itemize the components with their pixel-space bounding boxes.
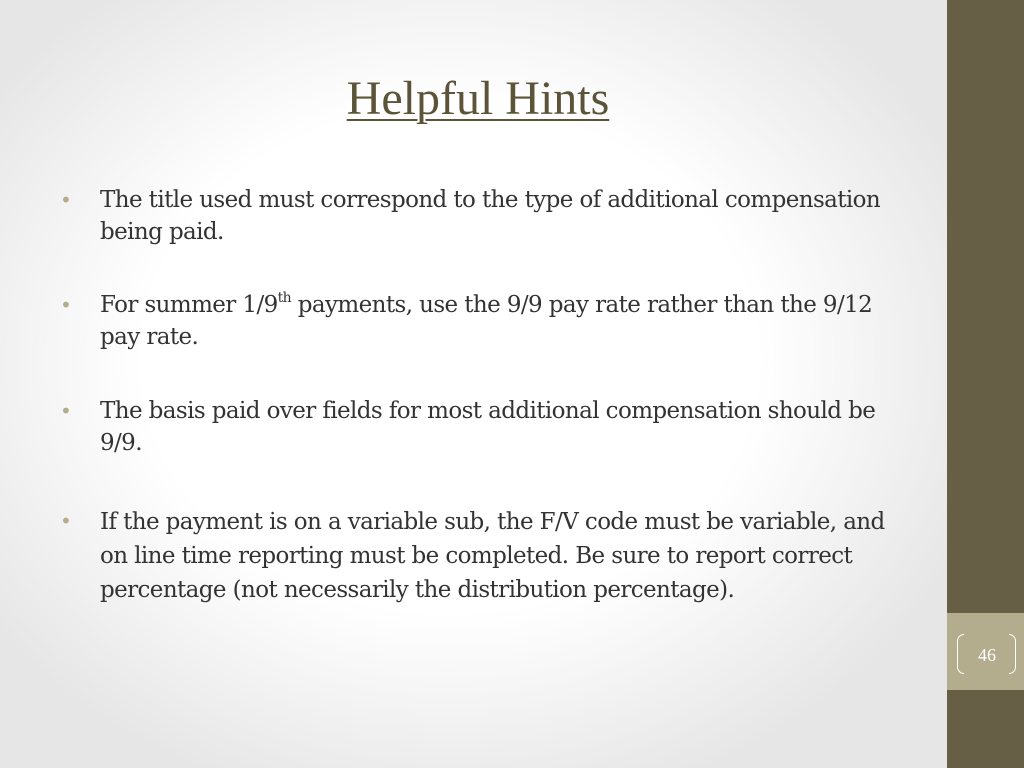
bullet-text: If the payment is on a variable sub, the F/V code must be variable, and on line time reporting must be completed. Be sure to report correct percentage (not necessarily the distribution percentage).	[100, 509, 885, 603]
bullet-text	[100, 289, 900, 353]
bullet-superscript: th	[277, 290, 292, 307]
bullet-icon: •	[60, 399, 72, 423]
left-bracket-icon	[957, 634, 964, 674]
page-number: 46	[978, 645, 996, 665]
bullet-text-part: payments, use the 9/9 pay rate rather than the 9/12 pay rate.	[100, 292, 873, 350]
slide-title: Helpful Hints	[346, 72, 610, 125]
bullet-text-part: For summer 1/9	[100, 292, 278, 318]
bullet-icon: •	[60, 293, 72, 317]
bullet-text: The basis paid over fields for most additional compensation should be 9/9.	[100, 398, 876, 456]
bullet-text: The title used must correspond to the type of additional compensation being paid.	[100, 187, 881, 245]
bullet-icon: •	[60, 509, 72, 533]
right-bracket-icon	[1009, 634, 1016, 674]
bullet-icon: •	[60, 188, 72, 212]
